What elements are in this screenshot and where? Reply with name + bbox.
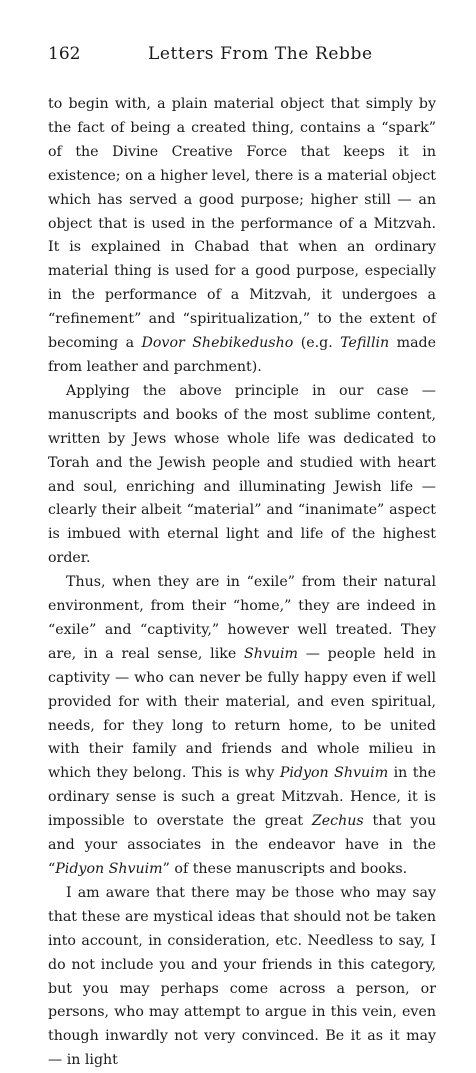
italic-term: Shvuim (243, 645, 298, 662)
text-run: made from leather and parchment). (48, 335, 437, 375)
paragraph (48, 571, 436, 882)
running-title: Letters From The Rebbe (148, 44, 373, 64)
text-run: ” of these manuscripts and books. (162, 861, 408, 877)
italic-term: Dovor Shebikedusho (141, 335, 294, 352)
italic-term: Pidyon Shvuim (279, 765, 389, 782)
paragraph (48, 882, 436, 1073)
text-run: to begin with, a plain material object that simply by the fact of being a created thing, contains a “spark” of the Divine Creative Force that keeps it in existence; on a higher level, there is a material object which has served a good purpose; higher still — an object that is used in the performance of a Mitzvah. It is explained in Chabad that when an ordinary material thing is used for a good purpose, especially in the performance of a Mitzvah, it undergoes a “refinement” and “spiritualization,” to the extent of becoming a (48, 96, 436, 352)
running-header (48, 44, 436, 70)
italic-term: Tefillin (340, 335, 390, 352)
text-run: that you and your associates in the endeavor have in the “ (48, 813, 436, 877)
text-run: I am aware that there may be those who may say that these are mystical ideas that should not be taken into account, in consideration, etc. Needless to say, I do not include you and your friends in this category, but you may perhaps come across a person, or persons, who may attempt to argue in this vein, even though inwardly not very convinced. Be it as it may — in light (48, 884, 436, 1069)
text-run: — people held in captivity — who can never be fully happy even if well provided for with their material, and even spiritual, needs, for they long to return home, to be united with their family and friends and whole milieu in which they belong. This is why (48, 645, 436, 782)
paragraph (48, 380, 436, 571)
italic-term: Zechus (311, 813, 364, 830)
body-text (48, 93, 436, 1073)
page-number: 162 (48, 44, 81, 64)
text-run: (e.g. (293, 335, 341, 352)
text-run: Applying the above principle in our case — manuscripts and books of the most sublime content, written by Jews whose whole life was dedicated to Torah and the Jewish people and studied with heart and soul, enriching and illuminating Jewish life — clearly their albeit “material” and “inanimate” aspect is imbued with eternal light and life of the highest order. (48, 382, 436, 567)
text-run: in the ordinary sense is such a great Mitzvah. Hence, it is impossible to overstate the great (48, 765, 437, 830)
text-run: Thus, when they are in “exile” from their natural environment, from their “home,” they are indeed in “exile” and “captivity,” however well treated. They are, in a real sense, like (48, 574, 436, 662)
paragraph (48, 93, 436, 380)
italic-term: Pidyon Shvuim (55, 861, 163, 877)
